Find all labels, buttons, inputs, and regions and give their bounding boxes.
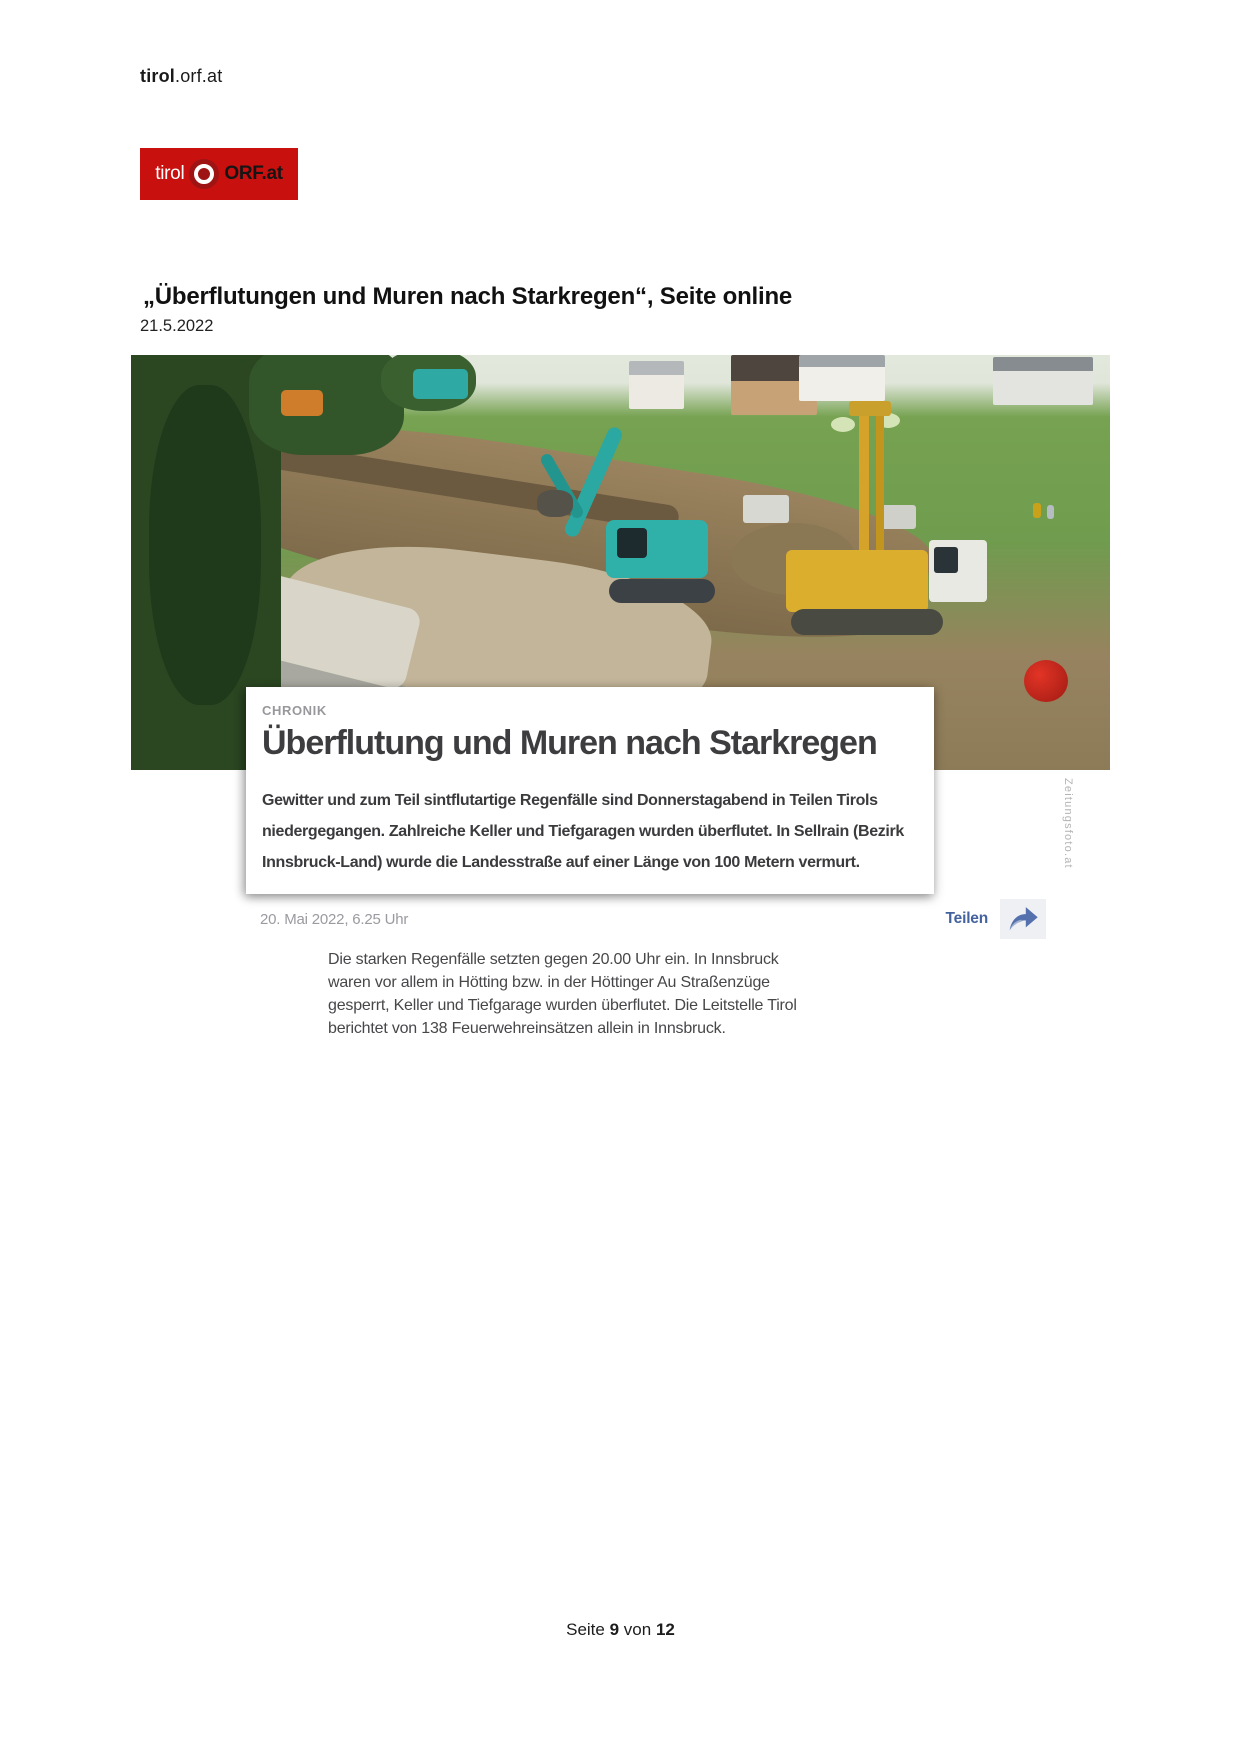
- footer-page-number: 9: [609, 1620, 620, 1639]
- share-label: Teilen: [945, 910, 988, 927]
- orf-eye-icon-center: [194, 164, 214, 184]
- photo-trees-dark: [149, 385, 261, 705]
- photo-hay-bale: [831, 417, 855, 432]
- orf-eye-icon: [189, 159, 219, 189]
- article-body-line: Die starken Regenfälle setzten gegen 20.00 Uhr ein. In Innsbruck: [328, 951, 779, 968]
- publish-date: 20. Mai 2022, 6.25 Uhr: [260, 910, 409, 928]
- photo-building-apartment: [799, 355, 885, 401]
- article-body-line: gesperrt, Keller und Tiefgarage wurden überflutet. Die Leitstelle Tirol: [328, 997, 797, 1014]
- footer-total-pages: 12: [655, 1620, 675, 1639]
- photo-building-white: [629, 361, 684, 409]
- article-headline: Überflutung und Muren nach Starkregen: [262, 724, 877, 762]
- photo-excavator-bucket: [537, 490, 573, 517]
- share-arrow-icon: [1006, 905, 1040, 933]
- article-body-line: berichtet von 138 Feuerwehreinsätzen allein in Innsbruck.: [328, 1020, 726, 1037]
- footer-separator: von: [623, 1620, 652, 1639]
- article-category: CHRONIK: [262, 703, 327, 718]
- logo-tirol-text: tirol: [155, 163, 185, 184]
- photo-red-object: [1024, 660, 1068, 702]
- photo-trees-clump: [249, 355, 404, 455]
- footer-prefix: Seite: [566, 1620, 605, 1639]
- article-lead-line: Gewitter und zum Teil sintflutartige Regenfälle sind Donnerstagabend in Teilen Tirols: [262, 792, 878, 809]
- photo-worker-figure: [1047, 505, 1054, 519]
- photo-mini-excavator-teal: [413, 369, 468, 399]
- photo-worker-figure: [1033, 503, 1041, 518]
- article-body: [328, 948, 797, 1040]
- photo-credit: Zeitungsfoto.at: [1062, 778, 1074, 869]
- photo-drill-rig-mast-top: [849, 401, 891, 416]
- orf-tirol-logo[interactable]: [140, 148, 298, 200]
- photo-excavator-cab-window: [617, 528, 647, 558]
- page-footer: [0, 1620, 1241, 1640]
- photo-building-right: [993, 357, 1093, 405]
- share-icon-button[interactable]: [1000, 899, 1046, 939]
- article-lead-line: Innsbruck-Land) wurde die Landesstraße auf einer Länge von 100 Metern vermurt.: [262, 854, 860, 871]
- photo-container-box: [743, 495, 789, 523]
- article-card: [246, 687, 934, 894]
- site-label-rest: .orf.at: [175, 66, 223, 86]
- document-title: „Überflutungen und Muren nach Starkregen“, Seite online: [143, 283, 793, 310]
- document-date: 21.5.2022: [140, 317, 214, 335]
- logo-orfat-text: ORF.at: [224, 163, 283, 184]
- site-label: [140, 66, 222, 87]
- photo-drill-rig-tracks: [791, 609, 943, 635]
- article-lead: [262, 785, 918, 878]
- share-button[interactable]: [946, 899, 1046, 939]
- article-meta-row: [260, 898, 1046, 940]
- photo-excavator-tracks: [609, 579, 715, 603]
- photo-mini-excavator-orange: [281, 390, 323, 416]
- site-label-bold: tirol: [140, 66, 175, 86]
- article-body-line: waren vor allem in Hötting bzw. in der Höttinger Au Straßenzüge: [328, 974, 770, 991]
- photo-drill-rig-window: [934, 547, 958, 573]
- article-lead-line: niedergegangen. Zahlreiche Keller und Tiefgaragen wurden überflutet. In Sellrain (Bezirk: [262, 823, 904, 840]
- photo-drill-rig-body: [786, 550, 928, 612]
